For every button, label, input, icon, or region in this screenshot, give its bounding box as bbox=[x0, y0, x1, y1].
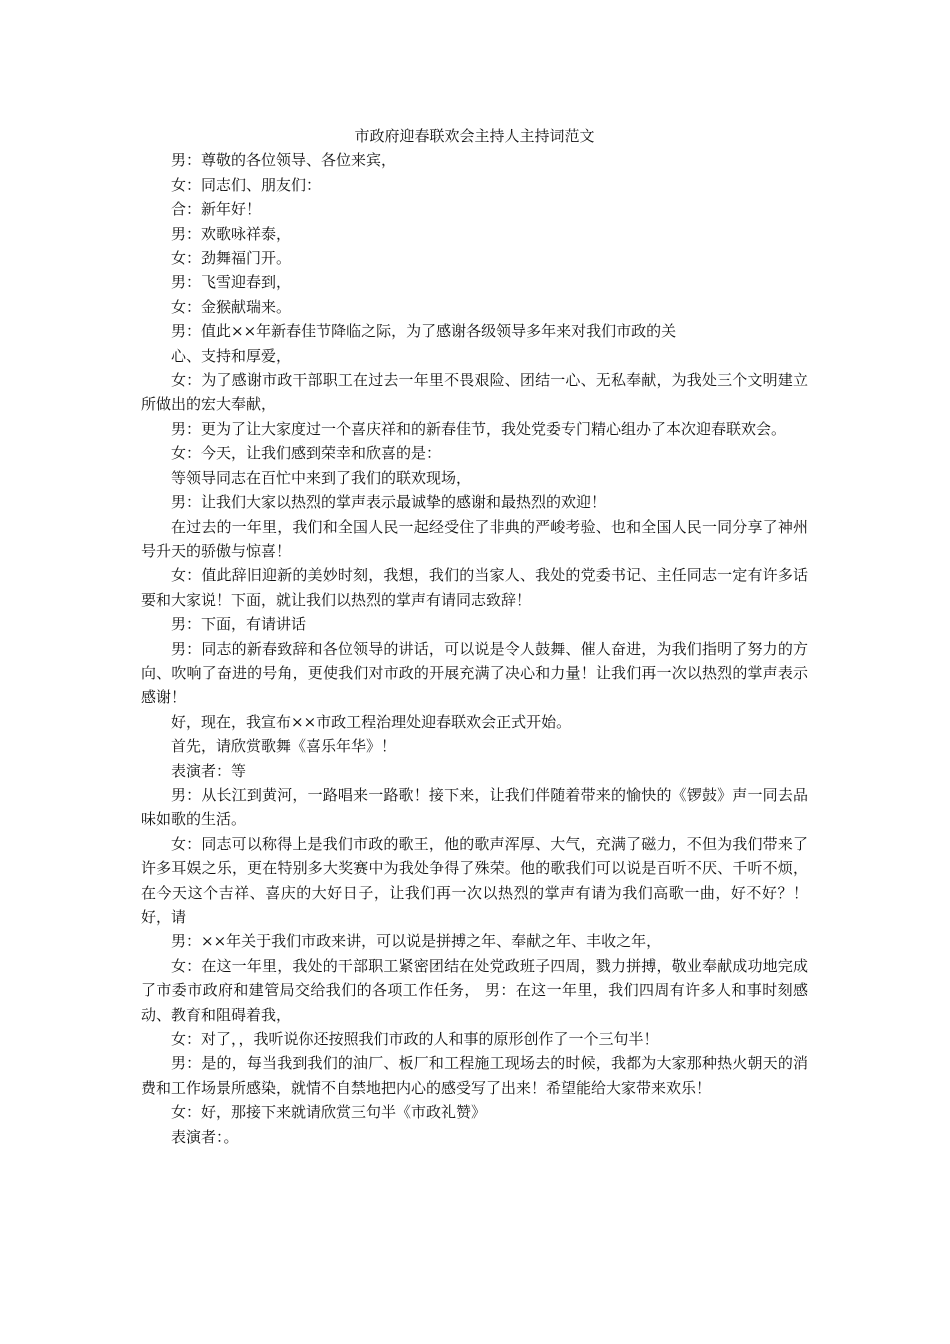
paragraph: 男：××年关于我们市政来讲，可以说是拼搏之年、奉献之年、丰收之年， bbox=[171, 932, 662, 951]
paragraph: 男：更为了让大家度过一个喜庆祥和的新春佳节，我处党委专门精心组办了本次迎春联欢会。 bbox=[171, 419, 787, 438]
paragraph: 男：下面，有请讲话 bbox=[171, 615, 307, 634]
paragraph: 女：金猴献瑞来。 bbox=[171, 297, 292, 316]
paragraph: 男：是的，每当我到我们的油厂、板厂和工程施工现场去的时候，我都为大家那种热火朝天的消费和工作场景所感染，就情不自禁地把内心的感受写了出来！希望能给大家带来欢乐！ bbox=[141, 1054, 808, 1097]
paragraph: 在过去的一年里，我们和全国人民一起经受住了非典的严峻考验、也和全国人民一同分享了神州号升天的骄傲与惊喜！ bbox=[141, 517, 808, 560]
paragraph: 女：在这一年里，我处的干部职工紧密团结在处党政班子四周，戮力拼搏，敬业奉献成功地完成了市委市政府和建管局交给我们的各项工作任务， 男：在这一年里，我们四周有许多人和事时刻感动、教育和阻碍着我， bbox=[141, 956, 808, 1024]
paragraph: 合：新年好！ bbox=[171, 200, 262, 219]
paragraph: 表演者：等 bbox=[171, 761, 247, 780]
paragraph: 女：好，那接下来就请欣赏三句半《市政礼赞》 bbox=[171, 1103, 487, 1122]
paragraph: 男：同志的新春致辞和各位领导的讲话，可以说是令人鼓舞、催人奋进，为我们指明了努力的方向、吹响了奋进的号角，更使我们对市政的开展充满了决心和力量！让我们再一次以热烈的掌声表示感谢！ bbox=[141, 639, 808, 707]
paragraph: 女：为了感谢市政干部职工在过去一年里不畏艰险、团结一心、无私奉献，为我处三个文明建立所做出的宏大奉献， bbox=[141, 371, 808, 414]
paragraph: 首先，请欣赏歌舞《喜乐年华》！ bbox=[171, 737, 397, 756]
paragraph: 男：尊敬的各位领导、各位来宾， bbox=[171, 151, 397, 170]
paragraph: 女：同志可以称得上是我们市政的歌王，他的歌声浑厚、大气，充满了磁力，不但为我们带来了许多耳娱之乐，更在特别多大奖赛中为我处争得了殊荣。他的歌我们可以说是百听不厌、千听不烦，在今天这个吉祥、喜庆的大好日子，让我们再一次以热烈的掌声有请为我们高歌一曲，好不好？！好，请 bbox=[141, 834, 808, 926]
paragraph: 男：从长江到黄河，一路唱来一路歌！接下来，让我们伴随着带来的愉快的《锣鼓》声一同去品味如歌的生活。 bbox=[141, 785, 808, 829]
paragraph: 女：同志们、朋友们： bbox=[171, 175, 322, 194]
paragraph: 男：让我们大家以热烈的掌声表示最诚挚的感谢和最热烈的欢迎！ bbox=[171, 493, 607, 512]
paragraph: 心、支持和厚爱， bbox=[171, 346, 292, 365]
paragraph: 女：劲舞福门开。 bbox=[171, 249, 292, 268]
paragraph: 男：值此××年新春佳节降临之际，为了感谢各级领导多年来对我们市政的关 bbox=[171, 322, 677, 341]
paragraph: 男：欢歌咏祥泰， bbox=[171, 224, 292, 243]
paragraph: 女：对了，，我听说你还按照我们市政的人和事的原形创作了一个三句半！ bbox=[171, 1030, 659, 1049]
paragraph: 等领导同志在百忙中来到了我们的联欢现场， bbox=[171, 468, 472, 487]
document-body bbox=[141, 124, 808, 1149]
paragraph: 表演者：。 bbox=[171, 1127, 239, 1146]
document-title: 市政府迎春联欢会主持人主持词范文 bbox=[354, 127, 595, 145]
paragraph: 男：飞雪迎春到， bbox=[171, 273, 292, 292]
paragraph: 好，现在，我宣布××市政工程治理处迎春联欢会正式开始。 bbox=[171, 712, 572, 731]
paragraph: 女：今天，让我们感到荣幸和欣喜的是： bbox=[171, 444, 442, 463]
paragraph: 女：值此辞旧迎新的美妙时刻，我想，我们的当家人、我处的党委书记、主任同志一定有许多话要和大家说！下面，就让我们以热烈的掌声有请同志致辞！ bbox=[141, 566, 808, 609]
